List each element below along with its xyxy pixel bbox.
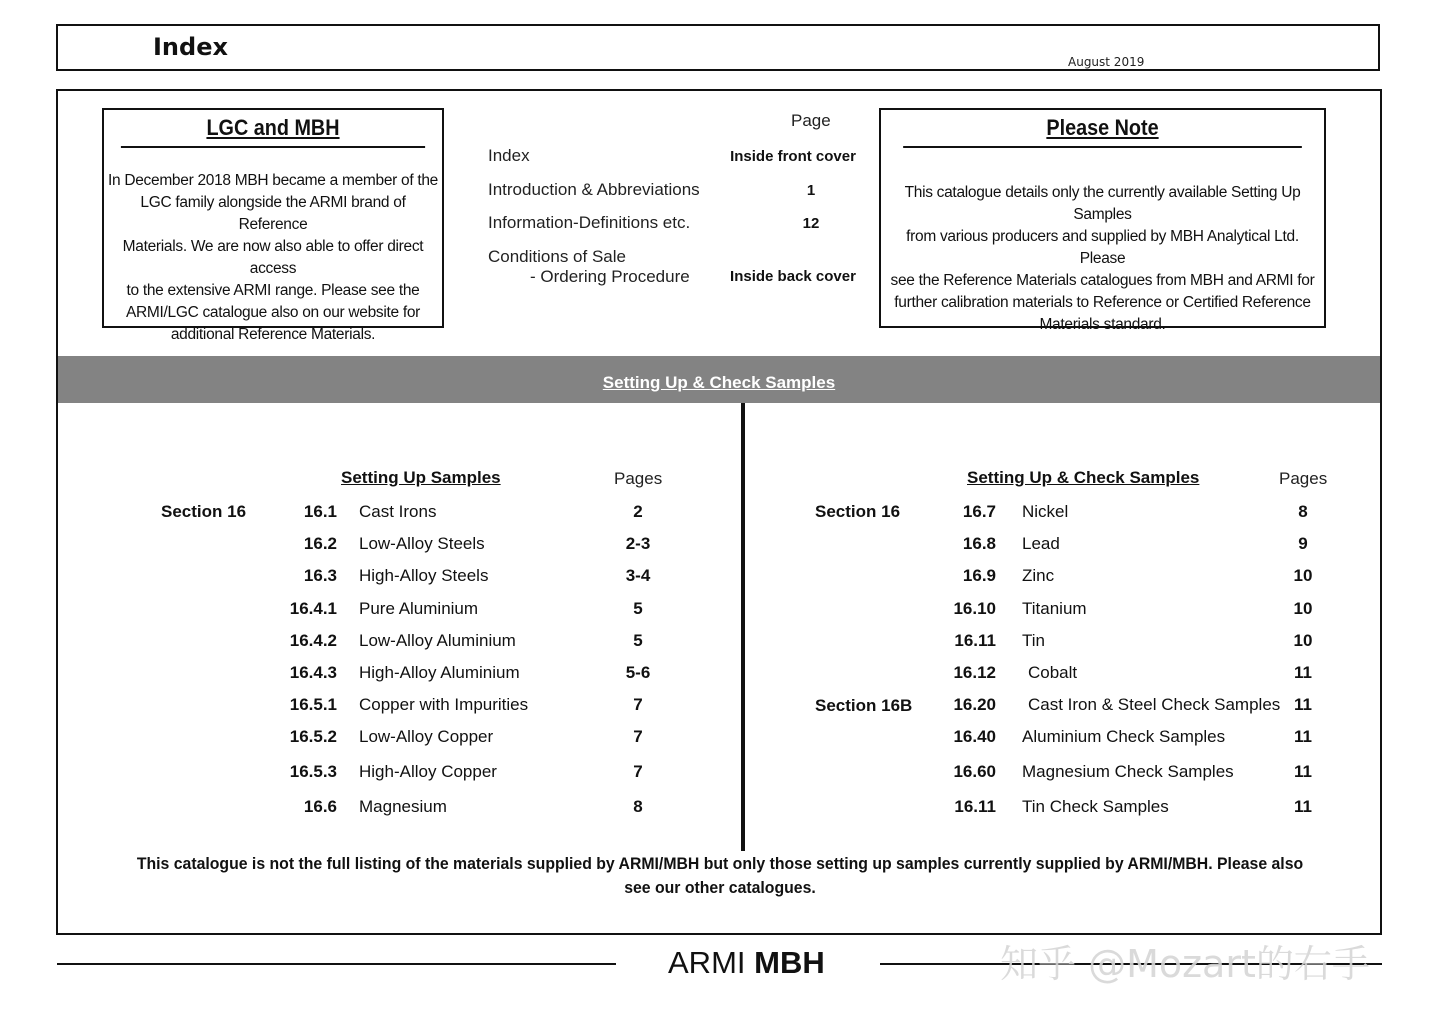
row-number: 16.5.3 bbox=[289, 762, 337, 781]
row-number: 16.11 bbox=[954, 631, 996, 650]
row-pages: 9 bbox=[1298, 534, 1308, 553]
row-pages: 11 bbox=[1294, 762, 1312, 781]
text-line: In December 2018 MBH became a member of the bbox=[108, 172, 438, 189]
right-pages-header: Pages bbox=[1279, 469, 1328, 488]
text-line: additional Reference Materials. bbox=[170, 326, 376, 343]
text-line: ARMI/LGC catalogue also on our website for bbox=[125, 304, 421, 321]
row-name[interactable]: Tin bbox=[1022, 631, 1045, 650]
footer-rule-left bbox=[57, 963, 616, 965]
please-note-title: Please Note bbox=[903, 110, 1302, 148]
toc-item-introduction[interactable]: Introduction & Abbreviations bbox=[488, 180, 700, 199]
row-number: 16.1 bbox=[303, 502, 337, 521]
row-pages: 8 bbox=[1298, 502, 1308, 521]
toc-page-header: Page bbox=[791, 111, 831, 130]
text-line: see the Reference Materials catalogues from MBH and ARMI for bbox=[890, 272, 1315, 289]
toc-page-conditions: Inside back cover bbox=[730, 268, 856, 285]
brand-name: MBH bbox=[754, 945, 825, 980]
row-number: 16.5.2 bbox=[289, 727, 337, 746]
row-name[interactable]: Zinc bbox=[1022, 566, 1055, 585]
row-number: 16.40 bbox=[953, 727, 996, 746]
row-number: 16.4.1 bbox=[289, 599, 337, 618]
lgc-mbh-text bbox=[104, 148, 442, 346]
row-name[interactable]: High-Alloy Aluminium bbox=[359, 663, 520, 682]
brand-prefix: ARMI bbox=[668, 945, 746, 980]
row-pages: 5-6 bbox=[625, 663, 651, 682]
left-table-heading: Setting Up Samples bbox=[341, 468, 501, 487]
toc-page-index: Inside front cover bbox=[730, 148, 856, 165]
banner-title[interactable]: Setting Up & Check Samples bbox=[602, 373, 836, 392]
toc-page-information: 12 bbox=[802, 215, 820, 232]
row-pages: 2 bbox=[633, 502, 643, 521]
toc-item-ordering[interactable]: - Ordering Procedure bbox=[530, 267, 690, 286]
row-name[interactable]: Tin Check Samples bbox=[1022, 797, 1169, 816]
row-pages: 11 bbox=[1294, 797, 1312, 816]
row-pages: 10 bbox=[1293, 599, 1313, 618]
text-line: This catalogue details only the currently available Setting Up Samples bbox=[904, 184, 1301, 223]
text-line: Materials standard. bbox=[1039, 316, 1166, 333]
row-pages: 8 bbox=[633, 797, 643, 816]
row-pages: 3-4 bbox=[625, 566, 651, 585]
row-pages: 2-3 bbox=[625, 534, 651, 553]
row-number: 16.6 bbox=[303, 797, 337, 816]
toc-item-conditions[interactable]: Conditions of Sale bbox=[488, 247, 626, 266]
row-pages: 11 bbox=[1294, 663, 1312, 682]
row-pages: 5 bbox=[633, 631, 643, 650]
row-pages: 10 bbox=[1293, 631, 1313, 650]
section-banner bbox=[58, 356, 1380, 403]
right-table-heading: Setting Up & Check Samples bbox=[967, 468, 1200, 487]
row-name[interactable]: Low-Alloy Copper bbox=[359, 727, 494, 746]
column-divider bbox=[741, 403, 745, 851]
text-line: LGC family alongside the ARMI brand of Reference bbox=[140, 194, 406, 233]
row-name[interactable]: Aluminium Check Samples bbox=[1022, 727, 1226, 746]
right-section-b-label: Section 16B bbox=[815, 696, 913, 715]
row-number: 16.11 bbox=[954, 797, 996, 816]
right-section-label: Section 16 bbox=[815, 502, 901, 521]
left-section-label: Section 16 bbox=[161, 502, 247, 521]
row-name[interactable]: Magnesium Check Samples bbox=[1022, 762, 1234, 781]
row-pages: 7 bbox=[633, 762, 643, 781]
row-number: 16.4.3 bbox=[289, 663, 337, 682]
please-note-box bbox=[879, 108, 1326, 333]
text-line: further calibration materials to Reference or Certified Reference bbox=[894, 294, 1311, 311]
row-pages: 7 bbox=[633, 695, 643, 714]
row-pages: 5 bbox=[633, 599, 643, 618]
row-number: 16.7 bbox=[962, 502, 996, 521]
row-number: 16.12 bbox=[953, 663, 996, 682]
row-number: 16.8 bbox=[962, 534, 996, 553]
row-pages: 11 bbox=[1294, 727, 1312, 746]
row-number: 16.9 bbox=[962, 566, 996, 585]
toc-page-introduction: 1 bbox=[806, 182, 816, 199]
row-name[interactable]: Low-Alloy Steels bbox=[359, 534, 485, 553]
row-name[interactable]: High-Alloy Copper bbox=[359, 762, 497, 781]
row-name[interactable]: High-Alloy Steels bbox=[359, 566, 489, 585]
row-name[interactable]: Lead bbox=[1022, 534, 1060, 553]
row-name[interactable]: Cast Irons bbox=[359, 502, 437, 521]
lgc-mbh-title: LGC and MBH bbox=[121, 110, 425, 148]
row-name[interactable]: Cast Iron & Steel Check Samples bbox=[1028, 695, 1281, 714]
text-line: to the extensive ARMI range. Please see the bbox=[126, 282, 420, 299]
text-line: Materials. We are now also able to offer direct access bbox=[122, 238, 424, 277]
toc-item-information[interactable]: Information-Definitions etc. bbox=[488, 213, 691, 232]
row-number: 16.20 bbox=[953, 695, 996, 714]
row-number: 16.2 bbox=[303, 534, 337, 553]
row-name[interactable]: Cobalt bbox=[1028, 663, 1078, 682]
catalogue-disclaimer: This catalogue is not the full listing of the materials supplied by ARMI/MBH but only those setting up samples currently supplied by ARMI/MBH. Please also see our other catalogues. bbox=[136, 854, 1304, 897]
row-number: 16.4.2 bbox=[289, 631, 337, 650]
watermark: 知乎 @Mozart的右手 bbox=[1000, 942, 1370, 986]
row-name[interactable]: Copper with Impurities bbox=[359, 695, 529, 714]
brand-logo bbox=[668, 945, 825, 981]
row-pages: 11 bbox=[1294, 695, 1312, 714]
row-number: 16.10 bbox=[953, 599, 996, 618]
row-number: 16.3 bbox=[303, 566, 337, 585]
row-name[interactable]: Low-Alloy Aluminium bbox=[359, 631, 516, 650]
lgc-mbh-box bbox=[102, 108, 444, 343]
row-number: 16.60 bbox=[953, 762, 996, 781]
toc-item-index[interactable]: Index bbox=[488, 146, 530, 165]
row-number: 16.5.1 bbox=[289, 695, 337, 714]
row-pages: 7 bbox=[633, 727, 643, 746]
header-box bbox=[56, 24, 1380, 71]
row-pages: 10 bbox=[1293, 566, 1313, 585]
page-title: Index bbox=[153, 33, 228, 61]
left-pages-header: Pages bbox=[614, 469, 663, 488]
row-name[interactable]: Nickel bbox=[1022, 502, 1069, 521]
issue-date: August 2019 bbox=[1068, 55, 1145, 69]
row-name[interactable]: Titanium bbox=[1022, 599, 1087, 618]
row-name[interactable]: Pure Aluminium bbox=[359, 599, 479, 618]
row-name[interactable]: Magnesium bbox=[359, 797, 447, 816]
text-line: from various producers and supplied by MBH Analytical Ltd. Please bbox=[906, 228, 1299, 267]
please-note-text bbox=[881, 148, 1324, 336]
